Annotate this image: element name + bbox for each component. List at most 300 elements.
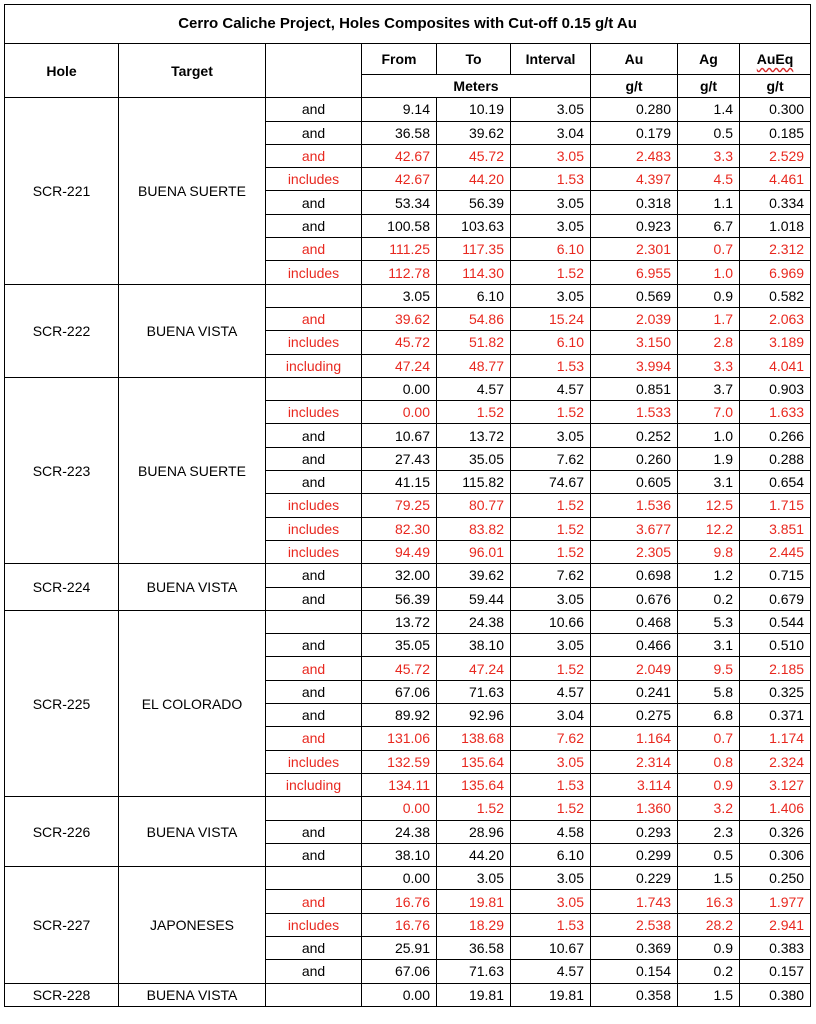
ag-cell: 1.5 <box>678 867 740 890</box>
ag-cell: 1.9 <box>678 447 740 470</box>
qualifier-cell: and <box>266 680 362 703</box>
aueq-cell: 6.969 <box>740 261 811 284</box>
interval-cell: 3.05 <box>511 634 591 657</box>
to-cell: 18.29 <box>437 913 511 936</box>
ag-cell: 12.5 <box>678 494 740 517</box>
qualifier-cell: and <box>266 657 362 680</box>
qualifier-cell: includes <box>266 750 362 773</box>
aueq-cell: 2.063 <box>740 307 811 330</box>
hole-id-cell: SCR-225 <box>5 610 119 796</box>
ag-cell: 6.8 <box>678 704 740 727</box>
qualifier-cell <box>266 983 362 1006</box>
table-row <box>5 284 811 307</box>
from-cell: 53.34 <box>362 191 437 214</box>
interval-cell: 7.62 <box>511 564 591 587</box>
ag-cell: 4.5 <box>678 168 740 191</box>
header-qualifier-blank <box>266 44 362 98</box>
to-cell: 80.77 <box>437 494 511 517</box>
to-cell: 1.52 <box>437 797 511 820</box>
qualifier-cell: and <box>266 144 362 167</box>
aueq-cell: 0.544 <box>740 610 811 633</box>
qualifier-cell: includes <box>266 168 362 191</box>
au-cell: 0.280 <box>591 98 678 121</box>
header-aueq <box>740 44 811 75</box>
au-cell: 0.369 <box>591 936 678 959</box>
hole-id-cell: SCR-228 <box>5 983 119 1006</box>
table-row <box>5 377 811 400</box>
aueq-cell: 1.174 <box>740 727 811 750</box>
qualifier-cell: and <box>266 307 362 330</box>
interval-cell: 19.81 <box>511 983 591 1006</box>
ag-cell: 7.0 <box>678 401 740 424</box>
aueq-cell: 1.633 <box>740 401 811 424</box>
from-cell: 79.25 <box>362 494 437 517</box>
from-cell: 100.58 <box>362 214 437 237</box>
header-target: Target <box>119 44 266 98</box>
from-cell: 25.91 <box>362 936 437 959</box>
from-cell: 3.05 <box>362 284 437 307</box>
au-cell: 1.743 <box>591 890 678 913</box>
aueq-cell: 1.977 <box>740 890 811 913</box>
aueq-cell: 0.383 <box>740 936 811 959</box>
qualifier-cell: and <box>266 471 362 494</box>
to-cell: 117.35 <box>437 238 511 261</box>
qualifier-cell: and <box>266 936 362 959</box>
hole-id-cell: SCR-221 <box>5 98 119 284</box>
header-au-unit: g/t <box>591 75 678 98</box>
header-hole: Hole <box>5 44 119 98</box>
qualifier-cell: includes <box>266 517 362 540</box>
aueq-cell: 0.185 <box>740 121 811 144</box>
from-cell: 131.06 <box>362 727 437 750</box>
interval-cell: 1.52 <box>511 494 591 517</box>
to-cell: 36.58 <box>437 936 511 959</box>
ag-cell: 0.9 <box>678 773 740 796</box>
header-to: To <box>437 44 511 75</box>
ag-cell: 1.0 <box>678 424 740 447</box>
qualifier-cell: and <box>266 587 362 610</box>
aueq-cell: 2.324 <box>740 750 811 773</box>
au-cell: 0.698 <box>591 564 678 587</box>
from-cell: 0.00 <box>362 983 437 1006</box>
au-cell: 4.397 <box>591 168 678 191</box>
interval-cell: 3.05 <box>511 284 591 307</box>
interval-cell: 74.67 <box>511 471 591 494</box>
interval-cell: 3.04 <box>511 121 591 144</box>
table-row <box>5 564 811 587</box>
aueq-cell: 1.018 <box>740 214 811 237</box>
ag-cell: 0.7 <box>678 727 740 750</box>
aueq-cell: 4.461 <box>740 168 811 191</box>
aueq-cell: 0.300 <box>740 98 811 121</box>
from-cell: 0.00 <box>362 797 437 820</box>
au-cell: 0.851 <box>591 377 678 400</box>
from-cell: 36.58 <box>362 121 437 144</box>
to-cell: 92.96 <box>437 704 511 727</box>
qualifier-cell: including <box>266 354 362 377</box>
to-cell: 4.57 <box>437 377 511 400</box>
ag-cell: 0.5 <box>678 843 740 866</box>
aueq-cell: 0.266 <box>740 424 811 447</box>
header-aueq-unit: g/t <box>740 75 811 98</box>
ag-cell: 0.7 <box>678 238 740 261</box>
interval-cell: 4.57 <box>511 680 591 703</box>
qualifier-cell <box>266 867 362 890</box>
ag-cell: 3.3 <box>678 354 740 377</box>
aueq-cell: 0.715 <box>740 564 811 587</box>
header-meters: Meters <box>362 75 591 98</box>
to-cell: 71.63 <box>437 960 511 983</box>
to-cell: 38.10 <box>437 634 511 657</box>
qualifier-cell: includes <box>266 261 362 284</box>
au-cell: 1.164 <box>591 727 678 750</box>
interval-cell: 3.05 <box>511 191 591 214</box>
au-cell: 0.923 <box>591 214 678 237</box>
from-cell: 82.30 <box>362 517 437 540</box>
ag-cell: 3.7 <box>678 377 740 400</box>
qualifier-cell: includes <box>266 494 362 517</box>
from-cell: 134.11 <box>362 773 437 796</box>
qualifier-cell: and <box>266 704 362 727</box>
aueq-cell: 2.941 <box>740 913 811 936</box>
interval-cell: 1.53 <box>511 913 591 936</box>
interval-cell: 1.52 <box>511 797 591 820</box>
qualifier-cell: and <box>266 214 362 237</box>
from-cell: 112.78 <box>362 261 437 284</box>
au-cell: 2.314 <box>591 750 678 773</box>
aueq-cell: 0.325 <box>740 680 811 703</box>
aueq-cell: 0.510 <box>740 634 811 657</box>
to-cell: 56.39 <box>437 191 511 214</box>
from-cell: 45.72 <box>362 657 437 680</box>
ag-cell: 28.2 <box>678 913 740 936</box>
au-cell: 0.676 <box>591 587 678 610</box>
from-cell: 24.38 <box>362 820 437 843</box>
ag-cell: 3.2 <box>678 797 740 820</box>
aueq-cell: 0.288 <box>740 447 811 470</box>
interval-cell: 1.53 <box>511 773 591 796</box>
to-cell: 3.05 <box>437 867 511 890</box>
to-cell: 6.10 <box>437 284 511 307</box>
from-cell: 0.00 <box>362 401 437 424</box>
au-cell: 6.955 <box>591 261 678 284</box>
from-cell: 39.62 <box>362 307 437 330</box>
aueq-cell: 0.334 <box>740 191 811 214</box>
table-body <box>5 98 811 1007</box>
aueq-cell: 0.903 <box>740 377 811 400</box>
ag-cell: 1.2 <box>678 564 740 587</box>
table-row <box>5 867 811 890</box>
interval-cell: 1.52 <box>511 261 591 284</box>
from-cell: 16.76 <box>362 890 437 913</box>
ag-cell: 2.3 <box>678 820 740 843</box>
to-cell: 1.52 <box>437 401 511 424</box>
au-cell: 3.677 <box>591 517 678 540</box>
to-cell: 39.62 <box>437 564 511 587</box>
to-cell: 54.86 <box>437 307 511 330</box>
from-cell: 16.76 <box>362 913 437 936</box>
ag-cell: 0.8 <box>678 750 740 773</box>
qualifier-cell <box>266 284 362 307</box>
target-cell: EL COLORADO <box>119 610 266 796</box>
ag-cell: 1.1 <box>678 191 740 214</box>
from-cell: 56.39 <box>362 587 437 610</box>
qualifier-cell: includes <box>266 540 362 563</box>
ag-cell: 3.1 <box>678 634 740 657</box>
qualifier-cell: and <box>266 424 362 447</box>
from-cell: 42.67 <box>362 168 437 191</box>
aueq-cell: 0.157 <box>740 960 811 983</box>
to-cell: 35.05 <box>437 447 511 470</box>
from-cell: 111.25 <box>362 238 437 261</box>
au-cell: 3.114 <box>591 773 678 796</box>
aueq-cell: 0.371 <box>740 704 811 727</box>
target-cell: BUENA VISTA <box>119 983 266 1006</box>
interval-cell: 3.05 <box>511 890 591 913</box>
au-cell: 2.049 <box>591 657 678 680</box>
interval-cell: 3.05 <box>511 424 591 447</box>
header-from: From <box>362 44 437 75</box>
qualifier-cell: and <box>266 447 362 470</box>
au-cell: 0.468 <box>591 610 678 633</box>
au-cell: 0.569 <box>591 284 678 307</box>
to-cell: 59.44 <box>437 587 511 610</box>
qualifier-cell <box>266 610 362 633</box>
hole-id-cell: SCR-222 <box>5 284 119 377</box>
au-cell: 0.299 <box>591 843 678 866</box>
header-interval: Interval <box>511 44 591 75</box>
interval-cell: 3.05 <box>511 98 591 121</box>
to-cell: 138.68 <box>437 727 511 750</box>
qualifier-cell: includes <box>266 913 362 936</box>
interval-cell: 3.04 <box>511 704 591 727</box>
qualifier-cell: and <box>266 634 362 657</box>
qualifier-cell <box>266 377 362 400</box>
aueq-cell: 0.654 <box>740 471 811 494</box>
from-cell: 9.14 <box>362 98 437 121</box>
to-cell: 45.72 <box>437 144 511 167</box>
from-cell: 41.15 <box>362 471 437 494</box>
to-cell: 83.82 <box>437 517 511 540</box>
to-cell: 19.81 <box>437 890 511 913</box>
to-cell: 135.64 <box>437 773 511 796</box>
interval-cell: 7.62 <box>511 447 591 470</box>
interval-cell: 1.53 <box>511 354 591 377</box>
qualifier-cell: includes <box>266 401 362 424</box>
au-cell: 0.605 <box>591 471 678 494</box>
aueq-cell: 0.306 <box>740 843 811 866</box>
from-cell: 0.00 <box>362 867 437 890</box>
target-cell: BUENA SUERTE <box>119 377 266 563</box>
table-title: Cerro Caliche Project, Holes Composites with Cut-off 0.15 g/t Au <box>5 5 811 44</box>
from-cell: 132.59 <box>362 750 437 773</box>
to-cell: 39.62 <box>437 121 511 144</box>
target-cell: BUENA VISTA <box>119 797 266 867</box>
table-row <box>5 797 811 820</box>
qualifier-cell: and <box>266 121 362 144</box>
header-au: Au <box>591 44 678 75</box>
to-cell: 115.82 <box>437 471 511 494</box>
ag-cell: 1.5 <box>678 983 740 1006</box>
interval-cell: 3.05 <box>511 144 591 167</box>
qualifier-cell: and <box>266 820 362 843</box>
ag-cell: 1.4 <box>678 98 740 121</box>
from-cell: 45.72 <box>362 331 437 354</box>
ag-cell: 3.1 <box>678 471 740 494</box>
target-cell: BUENA VISTA <box>119 284 266 377</box>
aueq-cell: 2.185 <box>740 657 811 680</box>
ag-cell: 1.0 <box>678 261 740 284</box>
interval-cell: 6.10 <box>511 843 591 866</box>
au-cell: 0.229 <box>591 867 678 890</box>
from-cell: 13.72 <box>362 610 437 633</box>
to-cell: 28.96 <box>437 820 511 843</box>
interval-cell: 15.24 <box>511 307 591 330</box>
aueq-cell: 0.250 <box>740 867 811 890</box>
to-cell: 44.20 <box>437 843 511 866</box>
from-cell: 89.92 <box>362 704 437 727</box>
qualifier-cell: and <box>266 960 362 983</box>
interval-cell: 3.05 <box>511 750 591 773</box>
aueq-cell: 2.529 <box>740 144 811 167</box>
header-ag: Ag <box>678 44 740 75</box>
aueq-cell: 0.380 <box>740 983 811 1006</box>
ag-cell: 9.5 <box>678 657 740 680</box>
interval-cell: 6.10 <box>511 238 591 261</box>
aueq-cell: 3.189 <box>740 331 811 354</box>
au-cell: 2.301 <box>591 238 678 261</box>
au-cell: 0.318 <box>591 191 678 214</box>
ag-cell: 0.2 <box>678 960 740 983</box>
to-cell: 71.63 <box>437 680 511 703</box>
from-cell: 35.05 <box>362 634 437 657</box>
interval-cell: 1.53 <box>511 168 591 191</box>
ag-cell: 9.8 <box>678 540 740 563</box>
interval-cell: 10.66 <box>511 610 591 633</box>
to-cell: 51.82 <box>437 331 511 354</box>
qualifier-cell: and <box>266 191 362 214</box>
au-cell: 2.538 <box>591 913 678 936</box>
hole-id-cell: SCR-224 <box>5 564 119 611</box>
ag-cell: 5.3 <box>678 610 740 633</box>
interval-cell: 3.05 <box>511 214 591 237</box>
au-cell: 0.179 <box>591 121 678 144</box>
au-cell: 2.483 <box>591 144 678 167</box>
au-cell: 3.150 <box>591 331 678 354</box>
hole-id-cell: SCR-223 <box>5 377 119 563</box>
from-cell: 67.06 <box>362 960 437 983</box>
ag-cell: 12.2 <box>678 517 740 540</box>
from-cell: 47.24 <box>362 354 437 377</box>
ag-cell: 5.8 <box>678 680 740 703</box>
ag-cell: 16.3 <box>678 890 740 913</box>
interval-cell: 4.58 <box>511 820 591 843</box>
target-cell: BUENA VISTA <box>119 564 266 611</box>
au-cell: 0.293 <box>591 820 678 843</box>
header-ag-unit: g/t <box>678 75 740 98</box>
qualifier-cell: and <box>266 98 362 121</box>
qualifier-cell: including <box>266 773 362 796</box>
interval-cell: 4.57 <box>511 377 591 400</box>
to-cell: 24.38 <box>437 610 511 633</box>
qualifier-cell: includes <box>266 331 362 354</box>
hole-id-cell: SCR-226 <box>5 797 119 867</box>
interval-cell: 1.52 <box>511 657 591 680</box>
to-cell: 103.63 <box>437 214 511 237</box>
ag-cell: 6.7 <box>678 214 740 237</box>
from-cell: 27.43 <box>362 447 437 470</box>
aueq-cell: 1.406 <box>740 797 811 820</box>
interval-cell: 1.52 <box>511 540 591 563</box>
to-cell: 13.72 <box>437 424 511 447</box>
ag-cell: 0.5 <box>678 121 740 144</box>
aueq-cell: 1.715 <box>740 494 811 517</box>
interval-cell: 10.67 <box>511 936 591 959</box>
qualifier-cell: and <box>266 890 362 913</box>
qualifier-cell: and <box>266 564 362 587</box>
au-cell: 1.533 <box>591 401 678 424</box>
to-cell: 19.81 <box>437 983 511 1006</box>
qualifier-cell: and <box>266 843 362 866</box>
ag-cell: 1.7 <box>678 307 740 330</box>
from-cell: 94.49 <box>362 540 437 563</box>
to-cell: 96.01 <box>437 540 511 563</box>
au-cell: 1.360 <box>591 797 678 820</box>
aueq-cell: 4.041 <box>740 354 811 377</box>
hole-id-cell: SCR-227 <box>5 867 119 983</box>
interval-cell: 1.52 <box>511 517 591 540</box>
ag-cell: 0.2 <box>678 587 740 610</box>
qualifier-cell: and <box>266 238 362 261</box>
au-cell: 1.536 <box>591 494 678 517</box>
aueq-cell: 0.326 <box>740 820 811 843</box>
to-cell: 47.24 <box>437 657 511 680</box>
interval-cell: 3.05 <box>511 587 591 610</box>
to-cell: 10.19 <box>437 98 511 121</box>
ag-cell: 3.3 <box>678 144 740 167</box>
au-cell: 2.305 <box>591 540 678 563</box>
interval-cell: 6.10 <box>511 331 591 354</box>
target-cell: JAPONESES <box>119 867 266 983</box>
aueq-cell: 2.312 <box>740 238 811 261</box>
au-cell: 0.275 <box>591 704 678 727</box>
from-cell: 42.67 <box>362 144 437 167</box>
aueq-cell: 0.582 <box>740 284 811 307</box>
from-cell: 38.10 <box>362 843 437 866</box>
interval-cell: 4.57 <box>511 960 591 983</box>
aueq-cell: 3.127 <box>740 773 811 796</box>
au-cell: 2.039 <box>591 307 678 330</box>
header-aueq-label: AuEq <box>756 51 794 67</box>
au-cell: 0.260 <box>591 447 678 470</box>
to-cell: 135.64 <box>437 750 511 773</box>
ag-cell: 0.9 <box>678 284 740 307</box>
from-cell: 32.00 <box>362 564 437 587</box>
from-cell: 67.06 <box>362 680 437 703</box>
au-cell: 0.358 <box>591 983 678 1006</box>
aueq-cell: 0.679 <box>740 587 811 610</box>
from-cell: 0.00 <box>362 377 437 400</box>
to-cell: 48.77 <box>437 354 511 377</box>
au-cell: 0.466 <box>591 634 678 657</box>
table-row <box>5 610 811 633</box>
aueq-cell: 2.445 <box>740 540 811 563</box>
interval-cell: 1.52 <box>511 401 591 424</box>
table-row <box>5 983 811 1006</box>
qualifier-cell <box>266 797 362 820</box>
from-cell: 10.67 <box>362 424 437 447</box>
ag-cell: 0.9 <box>678 936 740 959</box>
